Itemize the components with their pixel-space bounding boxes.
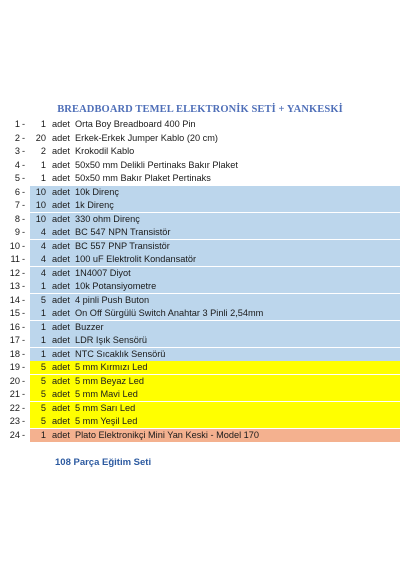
item-number: 23 — [9, 416, 20, 426]
item-number: 10 — [9, 240, 20, 251]
item-description: NTC Sıcaklık Sensörü — [75, 348, 166, 359]
item-unit: adet — [52, 362, 70, 372]
item-number: 11 — [10, 254, 20, 264]
item-number: 12 — [9, 267, 20, 278]
item-description: 4 pinli Push Buton — [75, 294, 150, 305]
list-item — [0, 280, 400, 293]
list-item — [0, 240, 400, 253]
item-quantity: 10 — [35, 200, 46, 210]
list-item — [0, 361, 400, 374]
list-item — [0, 253, 400, 266]
item-description: BC 557 PNP Transistör — [75, 240, 170, 251]
item-dash: - — [22, 200, 26, 210]
item-dash: - — [22, 348, 26, 359]
item-unit: adet — [52, 389, 70, 399]
item-unit: adet — [52, 267, 70, 278]
list-item — [0, 199, 400, 212]
item-quantity: 4 — [40, 227, 46, 237]
list-item — [0, 226, 400, 239]
item-number: 1 — [14, 119, 20, 129]
item-number: 5 — [14, 173, 20, 183]
item-description: Buzzer — [75, 321, 104, 332]
item-unit: adet — [52, 321, 70, 332]
item-dash: - — [22, 227, 26, 237]
item-quantity: 1 — [40, 308, 46, 318]
item-description: LDR Işık Sensörü — [75, 335, 147, 345]
item-description: 5 mm Kırmızı Led — [75, 362, 148, 372]
item-dash: - — [22, 132, 26, 143]
item-description: Krokodil Kablo — [75, 146, 135, 156]
item-description: 1N4007 Diyot — [75, 267, 131, 278]
item-number: 21 — [9, 389, 20, 399]
item-unit: adet — [52, 294, 70, 305]
item-dash: - — [22, 254, 26, 264]
item-number: 18 — [9, 348, 20, 359]
set-summary: 108 Parça Eğitim Seti — [55, 457, 152, 468]
parts-list — [0, 118, 400, 442]
item-dash: - — [22, 240, 26, 251]
item-number: 22 — [9, 402, 20, 413]
item-unit: adet — [52, 186, 70, 197]
list-item — [0, 375, 400, 388]
item-dash: - — [22, 146, 26, 156]
item-dash: - — [22, 294, 26, 305]
item-number: 4 — [14, 159, 20, 170]
item-description: 10k Potansiyometre — [75, 281, 157, 291]
item-unit: adet — [52, 429, 70, 440]
item-number: 20 — [9, 375, 20, 386]
item-unit: adet — [52, 281, 70, 291]
item-dash: - — [22, 389, 26, 399]
list-item — [0, 402, 400, 415]
item-dash: - — [22, 335, 26, 345]
item-unit: adet — [52, 254, 70, 264]
item-number: 14 — [9, 294, 20, 305]
item-description: 5 mm Yeşil Led — [75, 416, 138, 426]
item-quantity: 4 — [40, 240, 46, 251]
item-unit: adet — [52, 375, 70, 386]
item-dash: - — [22, 375, 26, 386]
item-unit: adet — [52, 159, 70, 170]
item-number: 8 — [14, 213, 20, 224]
item-description: 100 uF Elektrolit Kondansatör — [75, 254, 197, 264]
item-unit: adet — [52, 227, 70, 237]
item-quantity: 5 — [40, 375, 46, 386]
list-item — [0, 307, 400, 320]
item-unit: adet — [52, 119, 70, 129]
item-number: 3 — [14, 146, 20, 156]
item-quantity: 1 — [40, 335, 46, 345]
item-dash: - — [22, 173, 26, 183]
item-description: 10k Direnç — [75, 186, 119, 197]
item-unit: adet — [52, 132, 70, 143]
list-item — [0, 321, 400, 334]
list-item — [0, 415, 400, 428]
item-unit: adet — [52, 348, 70, 359]
list-item — [0, 348, 400, 361]
item-description: 50x50 mm Delikli Pertinaks Bakır Plaket — [75, 159, 238, 170]
item-unit: adet — [52, 173, 70, 183]
item-number: 6 — [14, 186, 20, 197]
item-dash: - — [22, 119, 26, 129]
item-number: 7 — [14, 200, 20, 210]
item-description: 5 mm Sarı Led — [75, 402, 136, 413]
item-dash: - — [22, 362, 26, 372]
list-item — [0, 213, 400, 226]
list-item — [0, 186, 400, 199]
item-quantity: 10 — [35, 186, 46, 197]
item-quantity: 5 — [40, 362, 46, 372]
item-dash: - — [22, 402, 26, 413]
list-item — [0, 118, 400, 131]
item-dash: - — [22, 159, 26, 170]
item-quantity: 20 — [35, 132, 46, 143]
item-quantity: 5 — [40, 402, 46, 413]
item-description: Orta Boy Breadboard 400 Pin — [75, 119, 196, 129]
list-item — [0, 294, 400, 307]
page-title: BREADBOARD TEMEL ELEKTRONİK SETİ + YANKESKİ — [57, 104, 343, 115]
item-number: 2 — [14, 132, 20, 143]
item-number: 13 — [9, 281, 20, 291]
item-quantity: 5 — [40, 416, 46, 426]
item-unit: adet — [52, 335, 70, 345]
item-number: 16 — [9, 321, 20, 332]
item-unit: adet — [52, 308, 70, 318]
item-unit: adet — [52, 200, 70, 210]
item-dash: - — [22, 308, 26, 318]
item-quantity: 10 — [35, 213, 46, 224]
list-item — [0, 429, 400, 442]
list-item — [0, 145, 400, 158]
item-number: 24 — [9, 429, 20, 440]
item-number: 17 — [9, 335, 20, 345]
item-quantity: 1 — [40, 159, 46, 170]
list-item — [0, 334, 400, 347]
item-quantity: 4 — [40, 267, 46, 278]
item-description: Erkek-Erkek Jumper Kablo (20 cm) — [75, 132, 218, 143]
list-item — [0, 132, 400, 145]
item-quantity: 1 — [40, 321, 46, 332]
item-description: Plato Elektronikçi Mini Yan Keski - Model 170 — [75, 429, 260, 440]
item-description: 330 ohm Direnç — [75, 213, 140, 224]
item-quantity: 1 — [40, 281, 46, 291]
item-dash: - — [22, 281, 26, 291]
item-description: 50x50 mm Bakır Plaket Pertinaks — [75, 173, 211, 183]
item-quantity: 1 — [40, 348, 46, 359]
item-number: 19 — [9, 362, 20, 372]
item-quantity: 1 — [40, 119, 46, 129]
item-dash: - — [22, 321, 26, 332]
item-dash: - — [22, 186, 26, 197]
item-number: 9 — [14, 227, 20, 237]
item-quantity: 2 — [40, 146, 46, 156]
item-dash: - — [22, 213, 26, 224]
item-quantity: 1 — [40, 429, 46, 440]
item-unit: adet — [52, 416, 70, 426]
item-quantity: 1 — [40, 173, 46, 183]
item-description: 1k Direnç — [75, 200, 114, 210]
item-description: 5 mm Mavi Led — [75, 389, 138, 399]
item-unit: adet — [52, 240, 70, 251]
list-item — [0, 159, 400, 172]
item-unit: adet — [52, 146, 70, 156]
item-unit: adet — [52, 213, 70, 224]
list-item — [0, 388, 400, 401]
item-description: BC 547 NPN Transistör — [75, 227, 171, 237]
item-quantity: 5 — [40, 389, 46, 399]
list-item — [0, 172, 400, 185]
item-dash: - — [22, 416, 26, 426]
item-dash: - — [22, 267, 26, 278]
item-description: On Off Sürgülü Switch Anahtar 3 Pinli 2,54mm — [75, 308, 264, 318]
item-quantity: 5 — [40, 294, 46, 305]
item-quantity: 4 — [40, 254, 46, 264]
item-unit: adet — [52, 402, 70, 413]
list-item — [0, 267, 400, 280]
item-dash: - — [22, 429, 26, 440]
item-number: 15 — [9, 308, 20, 318]
item-description: 5 mm Beyaz Led — [75, 375, 144, 386]
